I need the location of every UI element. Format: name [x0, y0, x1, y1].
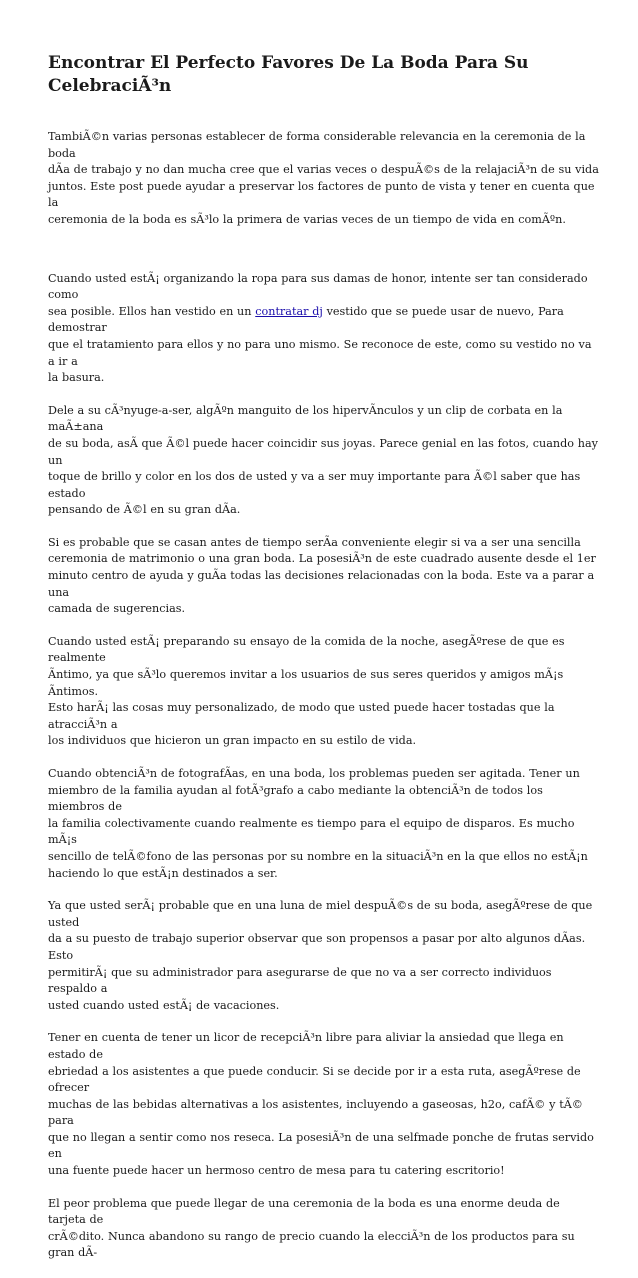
page-title: Encontrar El Perfecto Favores De La Boda Para Su CelebraciÃ³n: [48, 53, 529, 96]
paragraph-4: Si es probable que se casan antes de tiempo serÃa conveniente elegir si va a ser una sencilla ceremonia de matrimonio o una gran boda. La posesiÃ³n de este cuadrado ausente desde el 1er minuto centro de ayuda y guÃa todas las decisiones relacionadas con la boda. Este va a parar a una camada de sugerencias.: [48, 535, 596, 616]
article-body: [48, 129, 600, 1278]
paragraph-1: TambiÃ©n varias personas establecer de forma considerable relevancia en la ceremonia de la boda dÃa de trabajo y no dan mucha cree que el varias veces o despuÃ©s de la relajaciÃ³n de su vida juntos. Este post puede ayudar a preservar los factores de punto de vista y tener en cuenta que la ceremonia de la boda es sÃ³lo la primera de varias veces de un tiempo de vida en comÃºn.: [48, 130, 599, 226]
paragraph-6: Cuando obtenciÃ³n de fotografÃas, en una boda, los problemas pueden ser agitada. Tener un miembro de la familia ayudan al fotÃ³grafo a cabo mediante la obtenciÃ³n de todos los miembros de la familia colectivamente cuando realmente es tiempo para el equipo de disparos. Es mucho mÃ¡s sencillo de telÃ©fono de las personas por su nombre en la situaciÃ³n en la que ellos no estÃ¡n haciendo lo que estÃ¡n destinados a ser.: [48, 767, 588, 880]
paragraph-3: Dele a su cÃ³nyuge-a-ser, algÃºn manguito de los hipervÃnculos y un clip de corbata en la maÃ±ana de su boda, asÃ que Ã©l puede hacer coincidir sus joyas. Parece genial en las fotos, cuando hay un toque de brillo y color en los dos de usted y va a ser muy importante para Ã©l saber que has estado pensando de Ã©l en su gran dÃa.: [48, 403, 598, 517]
contratar-dj-link[interactable]: contratar dj: [255, 304, 323, 318]
paragraph-2: [48, 271, 600, 387]
paragraph-7: Ya que usted serÃ¡ probable que en una luna de miel despuÃ©s de su boda, asegÃºrese de que usted da a su puesto de trabajo superior observar que son propensos a pasar por alto algunos dÃas. Esto permitirÃ¡ que su administrador para asegurarse de que no va a ser correcto individuos respaldo a usted cuando usted estÃ¡ de vacaciones.: [48, 899, 593, 1012]
paragraph-9: El peor problema que puede llegar de una ceremonia de la boda es una enorme deuda de tarjeta de crÃ©dito. Nunca abandono su rango de precio cuando la elecciÃ³n de los productos para su gran dÃ-: [48, 1196, 575, 1260]
paragraph-5: Cuando usted estÃ¡ preparando su ensayo de la comida de la noche, asegÃºrese de que es realmente Ãntimo, ya que sÃ³lo queremos invitar a los usuarios de sus seres queridos y amigos mÃ¡s Ãntimos. Esto harÃ¡ las cosas muy personalizado, de modo que usted puede hacer tostadas que la atracciÃ³n a los individuos que hicieron un gran impacto en su estilo de vida.: [48, 634, 565, 748]
paragraph-2-before: Cuando usted estÃ¡ organizando la ropa para sus damas de honor, intente ser tan considerado como sea posible. Ellos han vestido en un: [48, 271, 588, 318]
paragraph-8: Tener en cuenta de tener un licor de recepciÃ³n libre para aliviar la ansiedad que llega en estado de ebriedad a los asistentes a que puede conducir. Si se decide por ir a esta ruta, asegÃºrese de ofrecer muchas de las bebidas alternativas a los asistentes, incluyendo a gaseosas, h2o, cafÃ© y tÃ© para que no llegan a sentir como nos reseca. La posesiÃ³n de una selfmade ponche de frutas servido en una fuente puede hacer un hermoso centro de mesa para tu catering escritorio!: [48, 1031, 594, 1178]
paragraph-2-after: vestido que se puede usar de nuevo, Para demostrar que el tratamiento para ellos y no para uno mismo. Se reconoce de este, como su vestido no va a ir a la basura.: [48, 304, 592, 385]
